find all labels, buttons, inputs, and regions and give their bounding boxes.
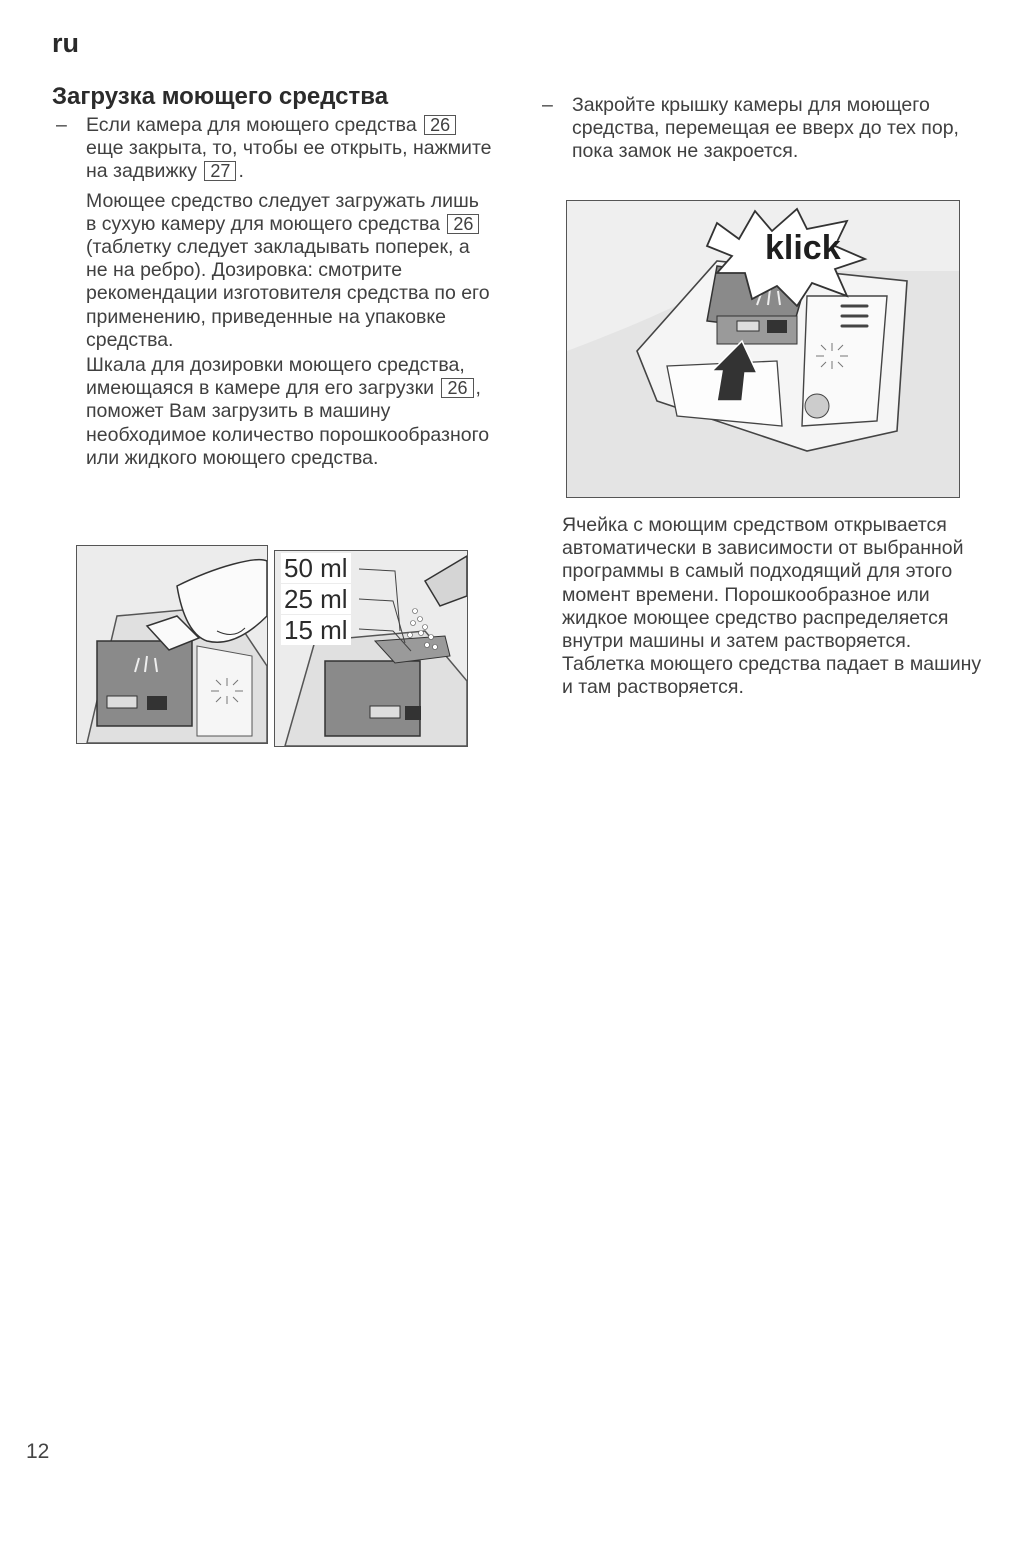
left-column (52, 82, 492, 470)
klick-label: klick (765, 229, 841, 267)
dosage-label-15: 15 ml (281, 615, 351, 645)
dash-bullet: – (542, 94, 553, 116)
paragraph-dosage-scale: Шкала для дозировки моющего средства, имеющаяся в камере для его загрузки 26 , поможет Вам загрузить в машину необходимое количество порошкообразного или жидкого моющего средства. (86, 354, 490, 469)
ref-26: 26 (447, 214, 479, 234)
dash-bullet: – (56, 114, 67, 136)
paragraph-load-detergent: Моющее средство следует загружать лишь в сухую камеру для моющего средства 26 (таблетку следует закладывать поперек, а не на ребро). Дозировка: смотрите рекомендации изготовителя средства по его применению, приведенные на упаковке средства. (86, 189, 490, 351)
page-number: 12 (26, 1440, 50, 1463)
right-column (538, 94, 968, 164)
tablet-drawing (77, 546, 267, 743)
instruction-open-chamber: – Если камера для моющего средства 26 еще закрыта, то, чтобы ее открыть, нажмите на задвижку 27 . (56, 114, 492, 183)
ref-27: 27 (204, 161, 236, 181)
ref-26: 26 (441, 378, 473, 398)
dosage-label-50: 50 ml (281, 553, 351, 583)
ref-26: 26 (424, 115, 456, 135)
language-label: ru (52, 28, 79, 58)
caption-auto-open: Ячейка с моющим средством открывается автоматически в зависимости от выбранной программы в самый подходящий для этого момент времени. Порошкообразное или жидкое моющее средство распределяется внутри машины и затем растворяется. Таблетка моющего средства падает в машину и там растворяется. (562, 514, 982, 699)
illustration-dosage-scale (274, 550, 468, 747)
section-title: Загрузка моющего средства (52, 83, 389, 110)
close-lid-drawing (567, 201, 959, 497)
illustration-close-lid (566, 200, 960, 498)
illustration-tablet-insert (76, 545, 268, 744)
dosage-label-25: 25 ml (281, 584, 351, 614)
instruction-close-lid: – Закройте крышку камеры для моющего средства, перемещая ее вверх до тех пор, пока замок не закроется. (542, 94, 959, 163)
